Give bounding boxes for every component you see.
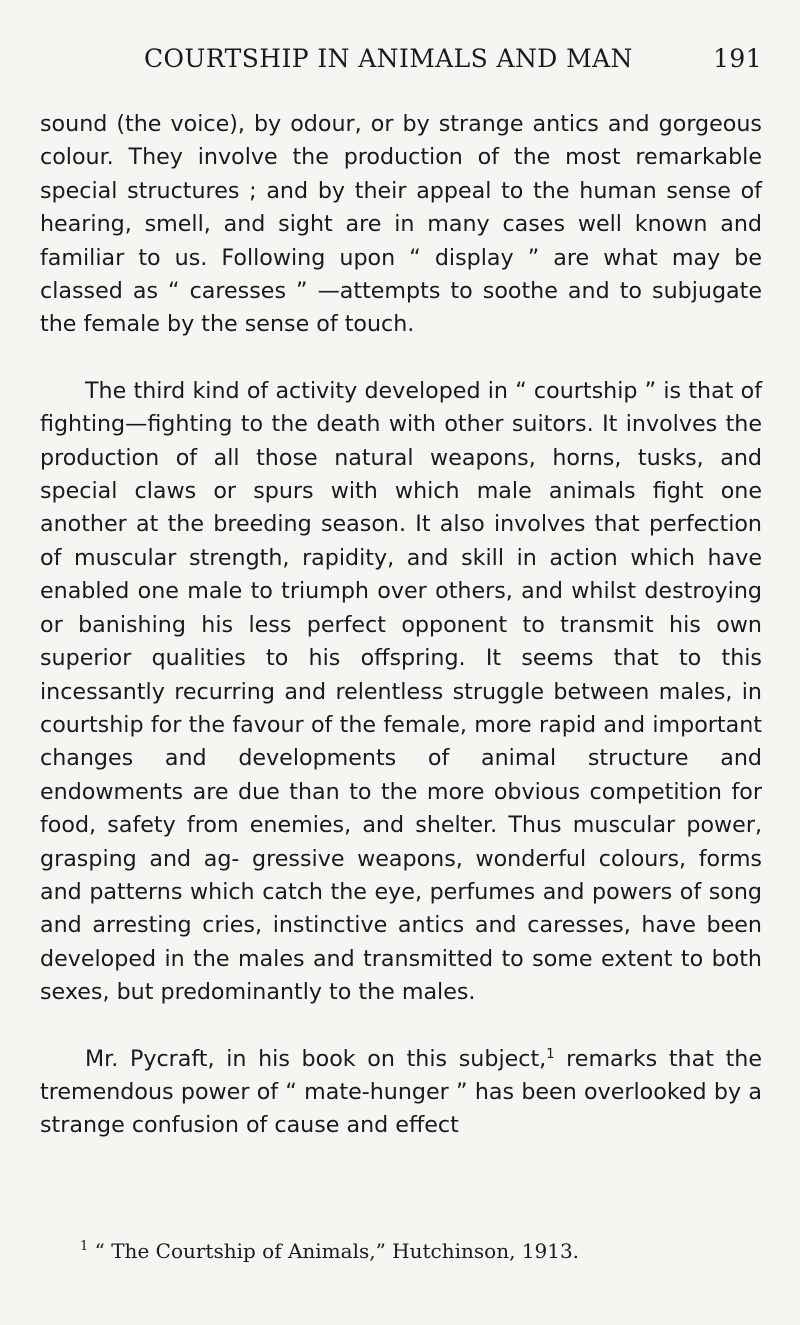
footnote-text: “ The Courtship of Animals,” Hutchinson, 1913.: [88, 1239, 580, 1263]
footnote-reference: 1: [546, 1046, 555, 1062]
page-number: 191: [713, 44, 762, 73]
running-header: [144, 44, 762, 80]
body-text: [40, 108, 762, 1143]
running-title: COURTSHIP IN ANIMALS AND MAN: [144, 44, 633, 73]
footnote-mark: 1: [80, 1239, 89, 1254]
paragraph-2: The third kind of activity developed in “ courtship ” is that of fighting—fighting to the death with other suitors. It involves the production of all those natural weapons, horns, tusks, and special claws or spurs with which male animals fight one another at the breeding season. It also involves that perfection of muscular strength, rapidity, and skill in action which have enabled one male to triumph over others, and whilst destroying or banishing his less perfect opponent to transmit his own superior qualities to his offspring. It seems that to this incessantly recurring and relentless struggle between males, in courtship for the favour of the female, more rapid and important changes and developments of animal structure and endowments are due than to the more obvious competition for food, safety from enemies, and shelter. Thus muscular power, grasping and ag- gressive weapons, wonderful colours, forms and patterns which catch the eye, perfumes and powers of song and arresting cries, instinctive antics and caresses, have been developed in the males and transmitted to some extent to both sexes, but predominantly to the males.: [40, 377, 762, 1006]
paragraph-3-before-ref: Mr. Pycraft, in his book on this subject,: [85, 1045, 547, 1072]
paragraph-3-after-ref: remarks that the tremendous power of “ mate-hunger ” has been overlooked by a strange confusion of cause and effect: [40, 1045, 762, 1139]
footnote: [60, 1237, 762, 1265]
paragraph-3: [40, 1043, 762, 1143]
paragraph-1: sound (the voice), by odour, or by strange antics and gorgeous colour. They involve the production of the most remarkable special structures ; and by their appeal to the human sense of hearing, smell, and sight are in many cases well known and familiar to us. Following upon “ display ” are what may be classed as “ caresses ” —attempts to soothe and to subjugate the female by the sense of touch.: [40, 111, 762, 338]
